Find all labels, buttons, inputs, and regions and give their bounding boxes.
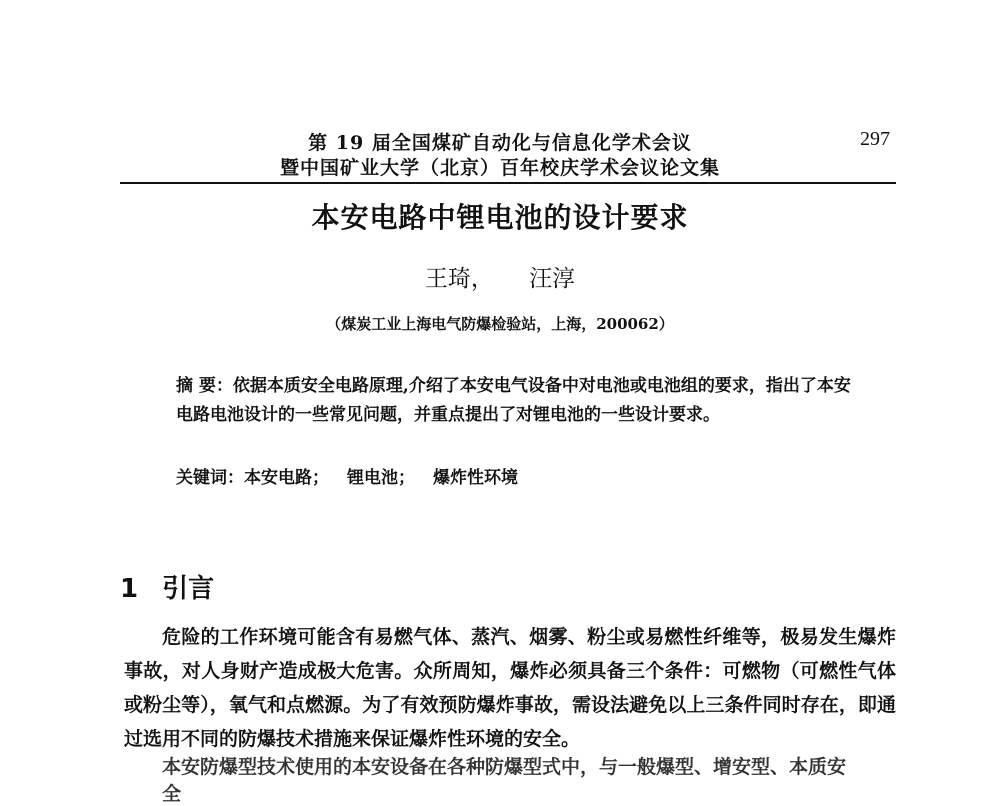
affiliation: （煤炭工业上海电气防爆检验站，上海，200062）: [326, 315, 674, 333]
author-list: [0, 260, 1000, 293]
keyword: 本安电路；: [244, 468, 329, 488]
abstract-label: 摘 要：: [176, 376, 233, 396]
section-heading: [120, 568, 214, 605]
page-number: 297: [860, 128, 890, 150]
keywords: [176, 463, 856, 488]
paper-title: 本安电路中锂电池的设计要求: [311, 201, 689, 234]
section-title: 引言: [162, 574, 215, 604]
section-number: 1: [120, 574, 139, 604]
author-name: 王琦，: [424, 266, 494, 292]
abstract-text: 依据本质安全电路原理,介绍了本安电气设备中对电池或电池组的要求，指出了本安电路电池设计的一些常见问题，并重点提出了对锂电池的一些设计要求。: [176, 376, 851, 425]
keywords-label: 关键词：: [176, 468, 244, 488]
body-paragraph-cutoff: 本安防爆型技术使用的本安设备在各种防爆型式中，与一般爆型、增安型、本质安全: [162, 756, 847, 805]
keyword: 爆炸性环境: [433, 468, 518, 488]
header-divider: [120, 182, 896, 184]
keyword: 锂电池；: [347, 468, 415, 488]
abstract: [176, 372, 856, 430]
author-name: 汪淳: [529, 266, 576, 292]
conference-title-line1: 第 19 届全国煤矿自动化与信息化学术会议: [308, 132, 692, 154]
conference-title-line2: 暨中国矿业大学（北京）百年校庆学术会议论文集: [279, 157, 720, 179]
body-paragraph: 危险的工作环境可能含有易燃气体、蒸汽、烟雾、粉尘或易燃性纤维等，极易发生爆炸事故，对人身财产造成极大危害。众所周知，爆炸必须具备三个条件：可燃物（可燃性气体或粉尘等），氧气和点燃源。为了有效预防爆炸事故，需设法避免以上三条件同时存在，即通过选用不同的防爆技术措施来保证爆炸性环境的安全。: [124, 626, 896, 750]
